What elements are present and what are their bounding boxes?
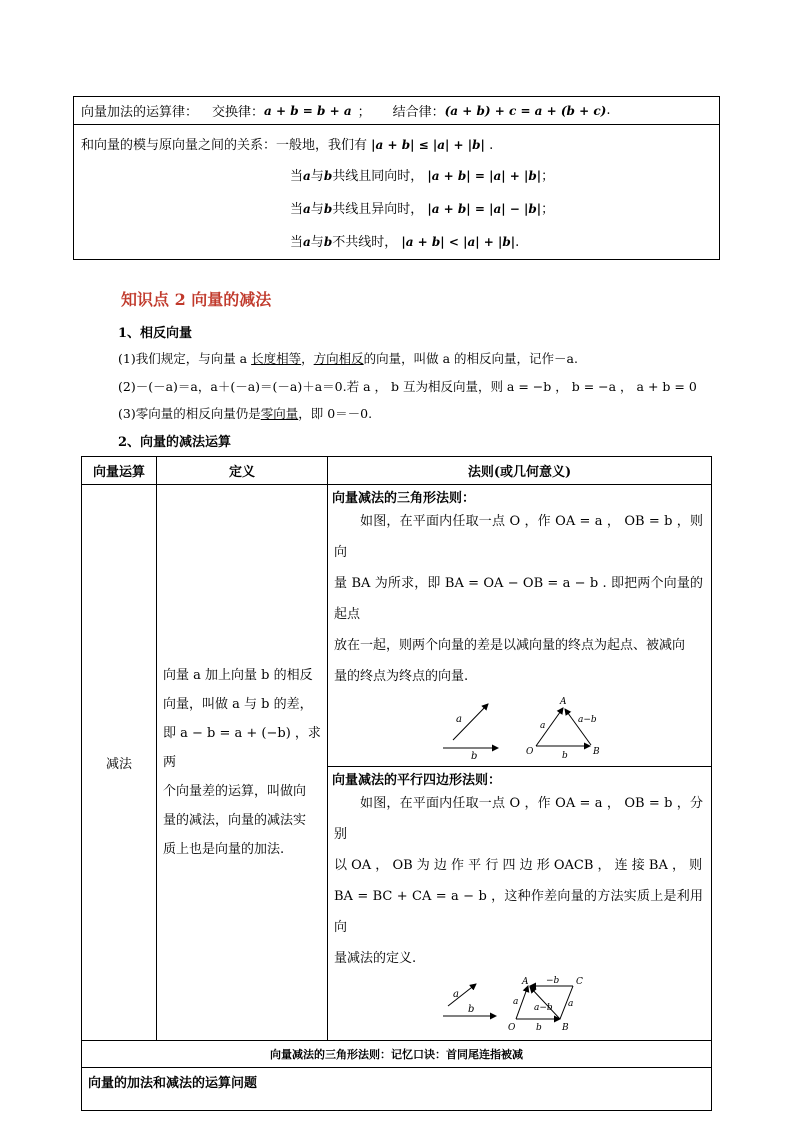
parallelogram-rule-cell xyxy=(328,767,712,1041)
label-A: A xyxy=(560,697,567,707)
paragraph-3 xyxy=(118,404,372,422)
p1-underline-equal-length: 长度相等 xyxy=(251,351,302,366)
label-O: O xyxy=(526,747,534,757)
label-C-2: C xyxy=(576,977,583,987)
label-a-par: a xyxy=(513,997,519,1007)
var-a: a xyxy=(303,202,311,216)
case2-formula: |a + b| = |a| − |b| xyxy=(427,202,542,216)
parallelogram-rule-title: 向量减法的平行四边形法则： xyxy=(332,773,502,788)
triangle-rule-title: 向量减法的三角形法则： xyxy=(332,491,476,506)
par-line: 量减法的定义. xyxy=(334,951,417,966)
def-line: 即 a − b = a + (−b) ，求两 xyxy=(163,726,321,770)
label-neg-b: −b xyxy=(546,976,560,986)
tri-line: 量 BA 为所求，即 BA = OA − OB = a − b . 即把两个向量的起点 xyxy=(334,576,703,622)
parallelogram-rule-text xyxy=(328,788,711,974)
case-opposite-direction xyxy=(290,198,554,217)
subtraction-table xyxy=(81,456,712,1111)
triangle-rule-figure xyxy=(328,692,708,762)
table-header-row xyxy=(82,457,712,485)
tri-line: 放在一起，则两个向量的差是以减向量的终点为起点、被减向 xyxy=(334,638,686,653)
addition-laws-box xyxy=(73,96,720,260)
commutative-label: 交换律： xyxy=(212,105,265,120)
header-definition: 定义 xyxy=(157,457,328,485)
var-a: a xyxy=(303,235,311,249)
case1-when: 当 xyxy=(290,169,304,184)
par-line: 如图，在平面内任取一点 O ，作 OA = a ， OB = b ，分别 xyxy=(334,796,703,842)
magnitude-intro xyxy=(81,134,493,153)
intro-text: 和向量的模与原向量之间的关系：一般地，我们有 xyxy=(81,138,368,153)
associative-formula: (a + b) + c = a + (b + c) xyxy=(444,103,607,118)
case1-cond: 共线且同向时， xyxy=(332,169,424,184)
triangle-rule-text xyxy=(328,506,711,692)
triangle-rule-cell xyxy=(328,485,712,767)
p3-underline-zero-vector: 零向量 xyxy=(260,406,299,421)
operation-name: 减法 xyxy=(82,485,157,1041)
label-a-minus-b-2: a−b xyxy=(534,1003,553,1013)
label-O-2: O xyxy=(508,1023,516,1033)
associative-label: 结合律： xyxy=(392,105,445,120)
commutative-formula: a + b = b + a xyxy=(264,103,352,118)
p1-underline-opposite-direction: 方向相反 xyxy=(313,351,364,366)
case3-end: . xyxy=(515,235,520,250)
mnemonic-note: 向量减法的三角形法则：记忆口诀：首同尾连指被减 xyxy=(82,1041,712,1068)
intro-end: . xyxy=(489,138,494,153)
def-line: 个向量差的运算，叫做向 xyxy=(163,784,307,799)
par-line: BA = BC + CA = a − b ，这种作差向量的方法实质上是利用向 xyxy=(334,889,703,935)
label-a-minus-b: a−b xyxy=(578,715,597,725)
case1-formula: |a + b| = |a| + |b| xyxy=(427,169,542,183)
case-same-direction xyxy=(290,165,554,184)
p1-pre: (1)我们规定，与向量 a xyxy=(118,351,252,366)
def-line: 向量 a 加上向量 b 的相反 xyxy=(163,668,313,683)
label-B-2: B xyxy=(562,1023,569,1033)
knowledge-point-title: 知识点 2 向量的减法 xyxy=(121,290,272,309)
table-last-row xyxy=(82,1068,712,1111)
case2-when: 当 xyxy=(290,202,304,217)
p3-post: ，即 0＝－0. xyxy=(298,406,373,421)
paragraph-1 xyxy=(118,349,578,367)
label-b-2: b xyxy=(468,1004,475,1015)
parallelogram-rule-figure xyxy=(328,974,708,1036)
laws-label: 向量加法的运算律： xyxy=(81,105,199,120)
row1-end: . xyxy=(606,103,611,118)
label-b-tri: b xyxy=(562,751,568,761)
def-line: 质上也是向量的加法. xyxy=(163,842,285,857)
case3-when: 当 xyxy=(290,235,304,250)
case2-end: ； xyxy=(541,202,555,217)
label-a-par-2: a xyxy=(568,999,574,1009)
case-not-collinear xyxy=(290,231,519,250)
par-line: 以 OA ， OB 为 边 作 平 行 四 边 形 OACB ， 连 接 BA ， 则 xyxy=(334,858,703,873)
p1-mid: ， xyxy=(301,351,314,366)
definition-text xyxy=(157,661,327,864)
section-opposite-vectors: 1、相反向量 xyxy=(118,326,193,341)
definition-cell xyxy=(157,485,328,1041)
label-b: b xyxy=(471,751,478,762)
def-line: 向量，叫做 a 与 b 的差， xyxy=(163,697,313,712)
label-a-tri: a xyxy=(540,721,546,731)
operations-problem-heading: 向量的加法和减法的运算问题 xyxy=(82,1068,712,1111)
paragraph-2: (2)－(－a)＝a，a＋(－a)＝(－a)＋a＝0.若 a ， b 互为相反向量，则 a = −b ， b = −a ， a + b = 0 xyxy=(118,379,697,394)
case2-cond: 共线且异向时， xyxy=(332,202,424,217)
case3-formula: |a + b| < |a| + |b| xyxy=(401,235,516,249)
p3-pre: (3)零向量的相反向量仍是 xyxy=(118,406,261,421)
def-line: 量的减法，向量的减法实 xyxy=(163,813,307,828)
p1-post: 的向量，叫做 a 的相反向量，记作－a. xyxy=(363,351,578,366)
var-b: b xyxy=(323,169,333,183)
var-b: b xyxy=(323,235,333,249)
addition-laws-row xyxy=(74,97,719,125)
triangle-inequality: |a + b| ≤ |a| + |b| xyxy=(371,138,485,152)
case1-end: ； xyxy=(541,169,555,184)
header-rule: 法则(或几何意义) xyxy=(328,457,712,485)
table-note-row xyxy=(82,1041,712,1068)
case1-and: 与 xyxy=(310,169,324,184)
section-subtraction: 2、向量的减法运算 xyxy=(118,435,232,450)
case3-cond: 不共线时， xyxy=(332,235,398,250)
header-operation: 向量运算 xyxy=(82,457,157,485)
label-b-par: b xyxy=(536,1023,542,1033)
table-row-subtraction xyxy=(82,485,712,767)
label-a: a xyxy=(456,714,462,725)
case3-and: 与 xyxy=(310,235,324,250)
label-B: B xyxy=(593,747,600,757)
var-b: b xyxy=(323,202,333,216)
var-a: a xyxy=(303,169,311,183)
separator: ； xyxy=(357,105,371,120)
tri-line: 如图，在平面内任取一点 O ，作 OA = a ， OB = b ，则向 xyxy=(334,514,703,560)
case2-and: 与 xyxy=(310,202,324,217)
label-A-2: A xyxy=(522,977,529,987)
tri-line: 量的终点为终点的向量. xyxy=(334,669,469,684)
label-a-2: a xyxy=(453,989,459,1000)
